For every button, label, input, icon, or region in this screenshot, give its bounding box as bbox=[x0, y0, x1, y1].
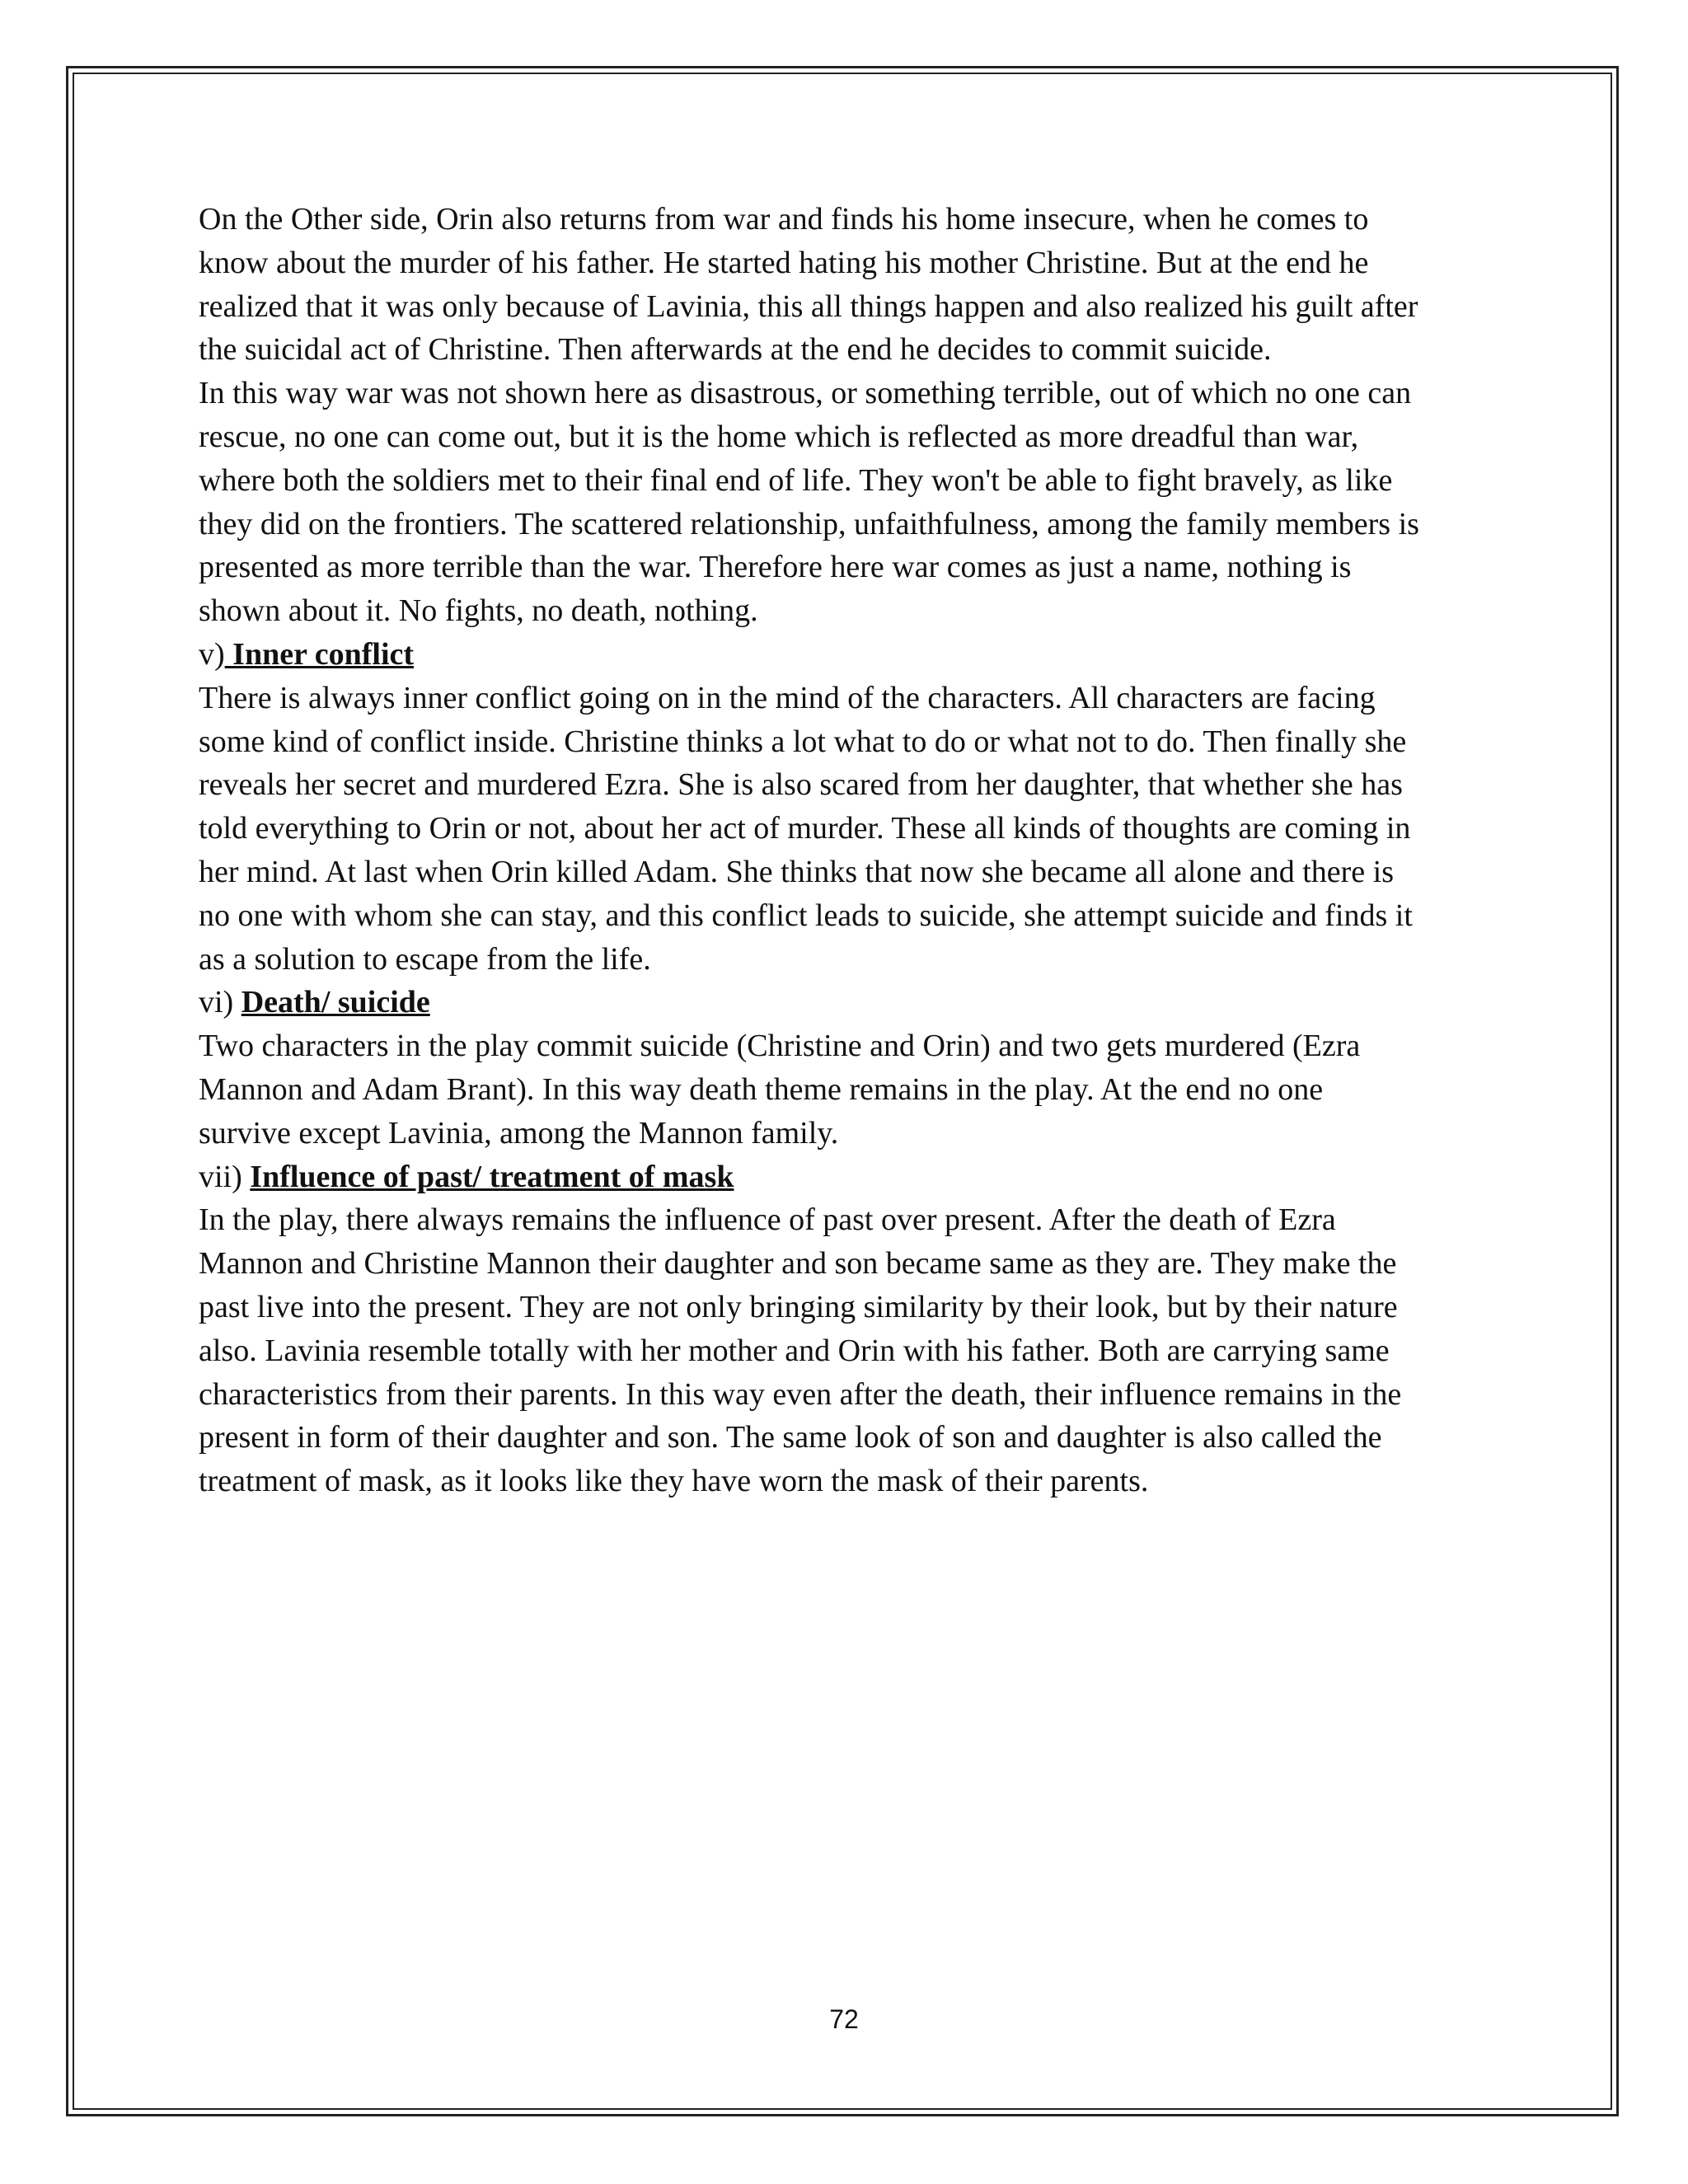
text-line: no one with whom she can stay, and this conflict leads to suicide, she attempt suicide and finds it bbox=[199, 898, 1413, 933]
text-line: also. Lavinia resemble totally with her mother and Orin with his father. Both are carrying same bbox=[199, 1333, 1390, 1368]
text-line: realized that it was only because of Lavinia, this all things happen and also realized his guilt after bbox=[199, 288, 1418, 324]
text-line: On the Other side, Orin also returns from war and finds his home insecure, when he comes to bbox=[199, 202, 1369, 237]
text-line: shown about it. No fights, no death, nothing. bbox=[199, 593, 758, 629]
paragraph-orin bbox=[199, 198, 1501, 372]
text-line: present in form of their daughter and son. The same look of son and daughter is also called the bbox=[199, 1420, 1382, 1455]
text-line: survive except Lavinia, among the Mannon family. bbox=[199, 1115, 839, 1151]
text-line: presented as more terrible than the war. Therefore here war comes as just a name, nothing is bbox=[199, 550, 1352, 585]
section-number: v) bbox=[199, 636, 225, 672]
text-line: Mannon and Christine Mannon their daughter and son became same as they are. They make the bbox=[199, 1246, 1397, 1282]
section-title: Influence of past/ treatment of mask bbox=[250, 1159, 734, 1194]
text-line: In the play, there always remains the influence of past over present. After the death of Ezra bbox=[199, 1202, 1336, 1238]
section-heading bbox=[199, 1155, 1501, 1199]
section-title: Inner conflict bbox=[224, 636, 415, 672]
text-line: as a solution to escape from the life. bbox=[199, 941, 651, 977]
text-line: There is always inner conflict going on in the mind of the characters. All characters are facing bbox=[199, 680, 1376, 715]
section-title: Death/ suicide bbox=[241, 985, 430, 1020]
document-body bbox=[199, 198, 1501, 1503]
paragraph-war bbox=[199, 372, 1501, 633]
section-heading bbox=[199, 633, 1501, 677]
section-heading bbox=[199, 981, 1501, 1024]
section-number: vi) bbox=[199, 985, 241, 1020]
text-line: told everything to Orin or not, about her act of murder. These all kinds of thoughts are coming in bbox=[199, 811, 1411, 846]
text-line: Mannon and Adam Brant). In this way death theme remains in the play. At the end no one bbox=[199, 1071, 1324, 1107]
text-line: treatment of mask, as it looks like they have worn the mask of their parents. bbox=[199, 1464, 1149, 1499]
page-number: 72 bbox=[829, 2004, 859, 2034]
text-line: characteristics from their parents. In this way even after the death, their influence remains in the bbox=[199, 1376, 1402, 1412]
text-line: reveals her secret and murdered Ezra. She is also scared from her daughter, that whether she has bbox=[199, 767, 1403, 803]
text-line: where both the soldiers met to their final end of life. They won't be able to fight bravely, as like bbox=[199, 462, 1393, 498]
text-line: In this way war was not shown here as disastrous, or something terrible, out of which no one can bbox=[199, 376, 1412, 411]
text-line: know about the murder of his father. He started hating his mother Christine. But at the end he bbox=[199, 245, 1369, 280]
text-line: Two characters in the play commit suicide (Christine and Orin) and two gets murdered (Ezra bbox=[199, 1029, 1361, 1064]
section-influence-of-past bbox=[199, 1155, 1501, 1503]
text-line: the suicidal act of Christine. Then afterwards at the end he decides to commit suicide. bbox=[199, 332, 1272, 368]
section-number: vii) bbox=[199, 1159, 251, 1194]
section-death-suicide bbox=[199, 981, 1501, 1155]
section-inner-conflict bbox=[199, 633, 1501, 981]
text-line: past live into the present. They are not only bringing similarity by their look, but by their nature bbox=[199, 1289, 1398, 1324]
text-line: her mind. At last when Orin killed Adam. She thinks that now she became all alone and there is bbox=[199, 854, 1395, 889]
text-line: they did on the frontiers. The scattered relationship, unfaithfulness, among the family members is bbox=[199, 506, 1419, 541]
text-line: some kind of conflict inside. Christine thinks a lot what to do or what not to do. Then finally she bbox=[199, 724, 1407, 759]
text-line: rescue, no one can come out, but it is the home which is reflected as more dreadful than war, bbox=[199, 419, 1359, 454]
